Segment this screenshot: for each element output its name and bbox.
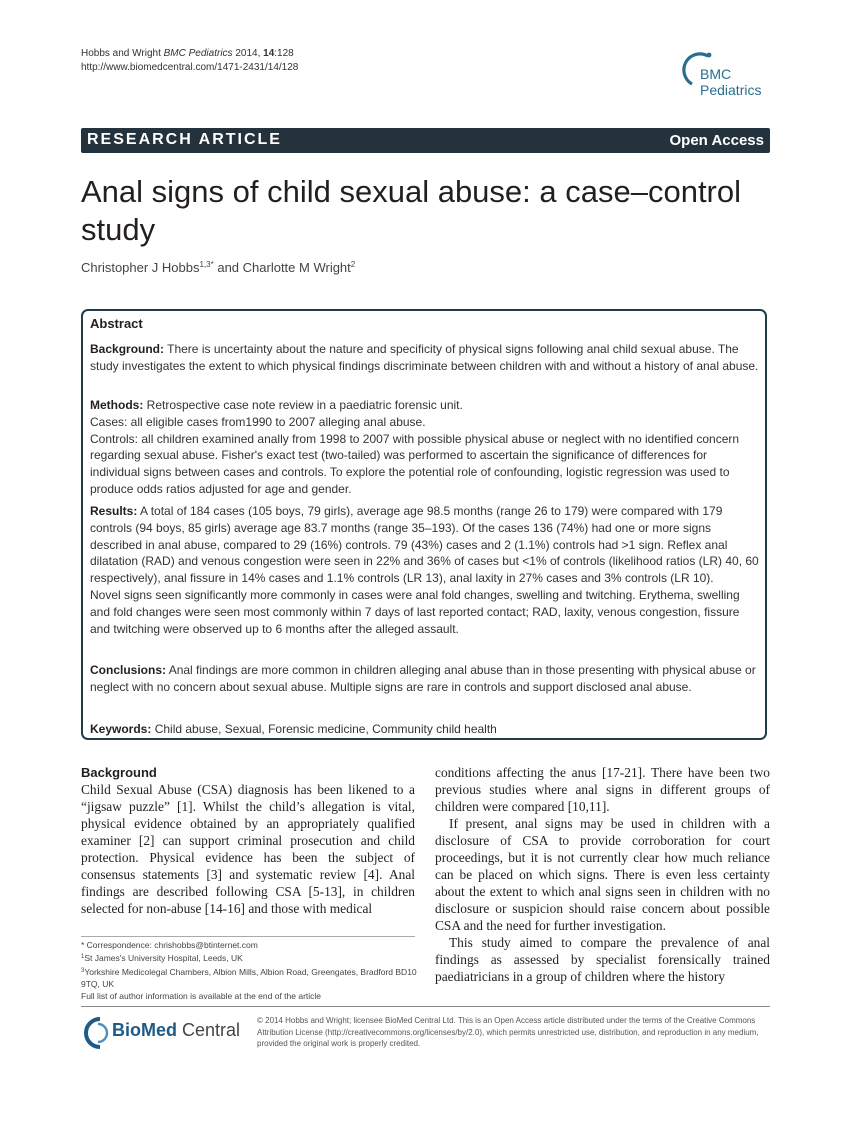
body-paragraph: Child Sexual Abuse (CSA) diagnosis has been likened to a “jigsaw puzzle” [1]. Whilst the child’s allegation is vital, physical evidence obtained by an appropriately qualified examiner [2] can support criminal prosecution and child protection. Physical evidence has been the subject of consensus statements [3] and systematic review [4]. Anal findings are described following CSA [5-13], in children selected for non-abuse [14-16] and those with medical bbox=[81, 782, 415, 916]
author-list bbox=[81, 260, 355, 275]
abstract-results-text: A total of 184 cases (105 boys, 79 girls), average age 98.5 months (range 26 to 179) were compared with 179 controls (94 boys, 85 girls) average age 83.7 months (range 35–193). Of the cases 136 (74%) had one or more signs described in anal abuse, compared to 29 (16%) controls. 79 (43%) cases and 2 (1.1%) controls had >1 sign. Reflex anal dilatation (RAD) and venous congestion were seen in 22% and 36% of cases but <1% of controls (likelihood ratios (LR) 40, 60 respectively), anal fissure in 14% cases and 1.1% controls (LR 13), anal laxity in 27% cases and 3% controls (LR 10). bbox=[90, 504, 759, 586]
body-paragraph: This study aimed to compare the prevalence of anal findings as assessed by specialist forensically trained paediatricians in a group of children where the history bbox=[435, 935, 770, 984]
footer-divider bbox=[81, 1006, 770, 1007]
affiliation-3-number: 3 bbox=[81, 967, 85, 974]
open-access-label: Open Access bbox=[669, 132, 764, 149]
body-paragraph: If present, anal signs may be used in children with a disclosure of CSA to provide corroboration for court proceedings, but it is not currently clear how much reliance can be placed on which signs. There is even less certainty about the extent to which anal signs seen in children with no disclosure or suspicion should raise concern about possible CSA and the need for further investigation. bbox=[435, 816, 770, 933]
affiliation-3 bbox=[81, 965, 421, 991]
article-type-banner bbox=[81, 128, 770, 153]
author-2[interactable]: and Charlotte M Wright bbox=[213, 260, 351, 275]
affiliation-3-text: Yorkshire Medicolegal Chambers, Albion Mills, Albion Road, Greengates, Bradford BD10 9TQ, UK bbox=[81, 966, 417, 989]
journal-volume: 14 bbox=[263, 48, 275, 59]
wordmark-central: Central bbox=[177, 1020, 241, 1040]
wordmark-biomed: BioMed bbox=[112, 1020, 177, 1040]
abstract-background bbox=[90, 341, 760, 375]
license-text: © 2014 Hobbs and Wright; licensee BioMed Central Ltd. This is an Open Access article distributed under the terms of the Creative Commons Attribution License (http://creativecommons.org/licenses/by/2.0), which permits unrestricted use, distribution, and reproduction in any medium, provided the original work is properly credited. bbox=[257, 1016, 759, 1048]
article-type-label: RESEARCH ARTICLE bbox=[87, 131, 282, 148]
author-1-affiliation: 1,3* bbox=[199, 260, 214, 269]
biomed-central-wordmark bbox=[112, 1020, 240, 1041]
journal-article-number: :128 bbox=[274, 48, 294, 59]
footnote-divider bbox=[81, 936, 415, 937]
bmc-pediatrics-logo bbox=[678, 48, 778, 108]
journal-info bbox=[81, 47, 298, 75]
abstract-results-novel: Novel signs seen significantly more commonly in cases were anal fold changes, swelling and twitching. Erythema, swelling and fold changes were seen most commonly within 7 days of last reported contact; RAD, laxity, venous congestion, fissure and twitching were observed up to 6 months after the alleged assault. bbox=[90, 587, 740, 636]
section-heading-background: Background bbox=[81, 765, 157, 780]
logo-text-bmc: BMC bbox=[700, 66, 732, 82]
biomed-arc-icon bbox=[80, 1016, 112, 1050]
abstract-methods-text: Retrospective case note review in a paediatric forensic unit. bbox=[143, 398, 463, 412]
abstract-methods-controls: Controls: all children examined anally from 1998 to 2007 with possible physical abuse or neglect with no identified concern regarding sexual abuse. Fisher's exact test (two-tailed) was performed to ascertain the significance of differences for individual signs between cases and controls. To explore the potential role of confounding, logistic regression was used to produce odds ratios adjusted for age and gender. bbox=[90, 431, 740, 496]
affiliation-1-number: 1 bbox=[81, 954, 85, 961]
abstract-conclusions-text: Anal findings are more common in children alleging anal abuse than in those presenting with physical abuse or neglect with no concern about sexual abuse. Multiple signs are rare in controls and support disclosed anal abuse. bbox=[90, 663, 756, 694]
abstract-conclusions-label: Conclusions: bbox=[90, 663, 167, 677]
journal-year: 2014, bbox=[232, 48, 264, 59]
citation-line bbox=[81, 47, 298, 61]
abstract-keywords bbox=[90, 721, 760, 738]
footnotes bbox=[81, 939, 421, 1002]
abstract-background-label: Background: bbox=[90, 342, 165, 356]
author-1[interactable]: Christopher J Hobbs bbox=[81, 260, 200, 275]
body-left-column bbox=[81, 764, 415, 917]
abstract-methods bbox=[90, 397, 760, 498]
abstract-results bbox=[90, 503, 760, 637]
abstract-methods-label: Methods: bbox=[90, 398, 144, 412]
author-2-affiliation: 2 bbox=[350, 260, 356, 269]
abstract-heading: Abstract bbox=[90, 316, 143, 331]
abstract-results-label: Results: bbox=[90, 504, 138, 518]
abstract-background-text: There is uncertainty about the nature and specificity of physical signs following anal child sexual abuse. The study investigates the extent to which physical findings discriminate between children with and without a history of anal abuse. bbox=[90, 342, 759, 373]
article-title: Anal signs of child sexual abuse: a case–control study bbox=[81, 174, 742, 247]
journal-name: BMC Pediatrics bbox=[163, 48, 233, 59]
keywords-text: Child abuse, Sexual, Forensic medicine, Community child health bbox=[151, 722, 497, 736]
affiliation-1-text: St James's University Hospital, Leeds, UK bbox=[84, 953, 243, 964]
body-paragraph: conditions affecting the anus [17-21]. There have been two previous studies where anal signs in different groups of children were compared [10,11]. bbox=[435, 765, 770, 814]
logo-text-pediatrics: Pediatrics bbox=[700, 82, 762, 98]
citation-authors: Hobbs and Wright bbox=[81, 48, 164, 59]
body-right-column bbox=[435, 764, 770, 985]
keywords-label: Keywords: bbox=[90, 722, 152, 736]
abstract-methods-cases: Cases: all eligible cases from1990 to 2007 alleging anal abuse. bbox=[90, 414, 426, 429]
article-url[interactable]: http://www.biomedcentral.com/1471-2431/14/128 bbox=[81, 62, 299, 73]
affiliation-1 bbox=[81, 951, 421, 964]
correspondence-note[interactable]: * Correspondence: chrishobbs@btinternet.com bbox=[81, 940, 258, 950]
biomed-central-logo bbox=[80, 1014, 240, 1054]
abstract-conclusions bbox=[90, 662, 760, 696]
author-info-note: Full list of author information is available at the end of the article bbox=[81, 991, 322, 1002]
